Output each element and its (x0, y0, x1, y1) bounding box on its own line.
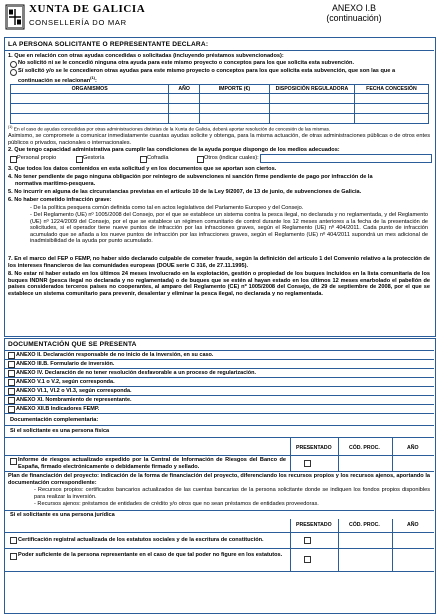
question-6a: - De la política pesquera común definida como tal en actos legislativos del Parlamento Europeo y del Consejo. (30, 205, 304, 211)
col-proc-code: CÓD. PROC. (349, 445, 380, 451)
checkbox-risk-report[interactable] (10, 458, 17, 465)
option-other-aid-line2: continuación se relacionan (18, 77, 91, 84)
checkbox-agency[interactable] (76, 156, 83, 163)
finance-plan-text: Plan de financiación del proyecto: indicación de la forma de financiación del proyecto, diferenciando los recursos propios y los recursos ajenos, aportando la documentación correspondiente: (8, 473, 430, 486)
col-amount: IMPORTE (€) (199, 85, 269, 94)
form-header (0, 0, 439, 36)
question-4-cont: normativa marítimo-pesquera. (15, 181, 96, 187)
column-divider (338, 437, 339, 471)
column-divider (392, 519, 393, 571)
means-other: Otros (indicar cuales): (204, 155, 259, 161)
checkbox-annex-xi[interactable] (8, 397, 15, 404)
document-item (4, 360, 434, 369)
option-other-aid: Sí solicitó y/o se le concedieron otras ayudas para este mismo proyecto o conceptos para los que solicita esta subvención, que son las que a (18, 68, 396, 74)
question-7: 7. En el marco del FEP o FEMP, no haber sido declarado culpable de cometer fraude, según la definición del artículo 1 del Convenio relativo a la protección de los intereses financieros de las comunidades europeas (DOUE serie C 316, de 27.11.1995). (8, 256, 430, 269)
divider (4, 510, 434, 511)
commitment-text: Asimismo, se compromete a comunicar inmediatamente cuantas ayudas solicite y obtenga, para la misma actuación, de otras administraciones públicas o de otros entes públicos o privados, nacionales o internacionales. (8, 133, 430, 146)
power-text: Poder suficiente de la persona representante en el caso de que tal poder no figure en los estatutos. (18, 552, 283, 558)
means-agency: Gestoría (83, 155, 105, 161)
question-2: 2. Que tengo capacidad administrativa para cumplir las condiciones de la ayuda porque dispongo de los medios adecuados: (8, 147, 340, 153)
brand-name: XUNTA DE GALICIA (29, 3, 146, 15)
divider (4, 471, 434, 472)
col-year: AÑO (407, 522, 419, 528)
divider (4, 455, 434, 456)
table-row[interactable] (11, 103, 429, 113)
divider (4, 532, 434, 533)
risk-report-text: Informe de riesgos actualizado expedido por la Central de Información de Riesgos del Banco de España, firmado electrónicamente o debidamente firmado y sellado. (18, 457, 286, 470)
question-3: 3. Que todos los datos contenidos en esta solicitud y en los documentos que se aportan son ciertos. (8, 166, 277, 172)
document-item (4, 369, 434, 378)
checkbox-annex-iiib[interactable] (8, 361, 15, 368)
column-divider (290, 519, 291, 571)
question-5: 5. No incurrir en alguna de las circunstancias previstas en el artículo 10 de la Ley 9/2007, de 13 de junio, de subvenciones de Galicia. (8, 189, 362, 195)
option-no-aid: No solicitó ni se le concedió ninguna otra ayuda para este mismo proyecto o conceptos para los que solicita esta subvención. (18, 60, 355, 66)
footnote-ref: (1) (90, 75, 96, 80)
documents-title: DOCUMENTACIÓN QUE SE PRESENTA (8, 341, 137, 348)
presented-checkbox[interactable] (304, 556, 311, 563)
document-label: ANEXO V.1 o V.2, según corresponda. (16, 378, 115, 385)
statutes-text: Certificación registral actualizada de los estatutos sociales y de la escritura de constitución. (18, 537, 264, 543)
own-resources-text: - Recursos propios: certificados bancarios actualizados de las cuentas bancarias de la persona solicitante donde se indiquen los fondos propios disponibles para realizar la inversión. (34, 487, 430, 500)
checkbox-annex-vi[interactable] (8, 388, 15, 395)
checkbox-statutes[interactable] (10, 537, 17, 544)
col-presented: PRESENTADO (296, 522, 332, 528)
option-other-aid-cont: continuación se relacionan$^{(1)}$: (18, 75, 97, 84)
xunta-crest-icon (4, 3, 26, 33)
column-divider (338, 519, 339, 571)
document-item (4, 387, 434, 396)
checkbox-annex-xiib[interactable] (8, 406, 15, 413)
col-proc-code: CÓD. PROC. (349, 522, 380, 528)
means-own-staff: Personal propio (17, 155, 57, 161)
table-header-row (11, 85, 429, 94)
document-label: ANEXO IV. Declaración de no tener resolución desfavorable a un proceso de regularización. (16, 369, 257, 376)
divider (4, 571, 434, 572)
table-row[interactable] (11, 113, 429, 123)
document-label: ANEXO XII.B Indicadores FEMP. (16, 405, 100, 412)
other-aid-table (10, 84, 429, 124)
question-8: 8. No estar ni haber estado en los últimos 24 meses involucrado en la explotación, gestión o propiedad de los buques incluidos en la lista comunitaria de los buques INDNR (pesca ilegal no declarada y no reglamentada) o de buques que se estén al hayan estado en los últimos 12 meses enarbolado el pabellón de países considerados terceros países no cooperantes, al amparo del Reglamento (CE) nº 1005/2008 del Consejo, de 29 de septiembre de 2008, por el que se establece un sistema comunitario para prevenir, desalentar y eliminar la pesca ilegal, no declarada y no reglamentada. (8, 271, 430, 297)
presented-checkbox[interactable] (304, 460, 311, 467)
individual-heading: Si el solicitante es una persona física (10, 428, 110, 434)
question-4: 4. No tener pendiente de pago ninguna obligación por reintegro de subvenciones ni sanción firme pendiente de pago por infracción de la (8, 174, 373, 180)
col-organisms: ORGANISMOS (11, 85, 169, 94)
checkbox-own-staff[interactable] (10, 156, 17, 163)
column-divider (392, 437, 393, 471)
col-presented: PRESENTADO (296, 445, 332, 451)
col-date: FECHA CONCESIÓN (354, 85, 428, 94)
column-divider (290, 437, 291, 471)
divider (4, 50, 434, 51)
other-means-field[interactable] (260, 154, 432, 163)
col-year: AÑO (407, 445, 419, 451)
checkbox-annex-v[interactable] (8, 379, 15, 386)
divider (4, 437, 434, 438)
declaration-title: LA PERSONA SOLICITANTE O REPRESENTANTE DECLARA: (8, 41, 209, 48)
document-item (4, 351, 434, 360)
radio-other-aid[interactable] (10, 69, 17, 76)
checkbox-other[interactable] (197, 156, 204, 163)
divider (4, 425, 434, 426)
document-label: ANEXO VI.1, VI.2 o VI.3, según corresponda. (16, 387, 132, 394)
document-item (4, 378, 434, 387)
document-label: ANEXO II. Declaración responsable de no inicio de la inversión, en su caso. (16, 351, 214, 358)
question-6b: - Del Reglamento (UE) nº 1005/2008 del Consejo, por el que se establece un sistema contra la pesca ilegal, no declarada y no reglamentada, y del Reglamento (UE) nº 1224/2009 del Consejo, por el que se establece un régimen comunitario de control durante los 12 meses anteriores a la fecha de la presentación de solicitudes, si el operador tiene nueve puntos de infracción por las infracciones graves, según el Reglamento (UE) nº 404/2011. Cada punto de infracción acumulado que se añada a los nueve puntos de infracción por las infracciones graves, según el Reglamento (UE) nº 404/2011 supondrá un mes adicional de inadmisibilidad de la ayuda por punto acumulado. (30, 212, 428, 245)
checkbox-annex-iv[interactable] (8, 370, 15, 377)
department-name: CONSELLERÍA DO MAR (29, 18, 127, 27)
annex-title (304, 3, 404, 23)
annex-continuation: (continuación) (326, 13, 382, 23)
presented-checkbox[interactable] (304, 537, 311, 544)
question-1: 1. Que en relación con otras ayudas concedidas o solicitadas (incluyendo préstamos subvencionados): (8, 53, 284, 59)
table-row[interactable] (11, 93, 429, 103)
checkbox-power[interactable] (10, 553, 17, 560)
divider (4, 548, 434, 549)
question-6: 6. No haber cometido infracción grave: (8, 197, 112, 203)
document-item (4, 405, 434, 414)
radio-no-other-aid[interactable] (10, 61, 17, 68)
document-label: ANEXO III.B. Formulario de inversión. (16, 360, 115, 367)
document-item (4, 396, 434, 405)
external-resources-text: - Recursos ajenos: préstamos de entidades de crédito y/o otros que no sean préstamos de entidades proveedoras. (34, 501, 319, 507)
complementary-heading: Documentación complementaria: (10, 417, 99, 423)
checkbox-annex-ii[interactable] (8, 352, 15, 359)
document-label: ANEXO XI. Nombramiento de representante. (16, 396, 132, 403)
col-regulation: DISPOSICIÓN REGULADORA (269, 85, 354, 94)
annex-code: ANEXO I.B (332, 3, 376, 13)
footnote-mark: (1) (8, 125, 13, 129)
col-year: AÑO (169, 85, 200, 94)
footnote-text: En el caso de ayudas concedidas por otras administraciones distintas de la Xunta de Galicia, deberá aportar resolución de concesión de las mismas. (13, 127, 331, 133)
checkbox-guild[interactable] (140, 156, 147, 163)
legal-heading: Si el solicitante es una persona jurídica (10, 512, 115, 518)
means-guild: Cofradía (147, 155, 169, 161)
